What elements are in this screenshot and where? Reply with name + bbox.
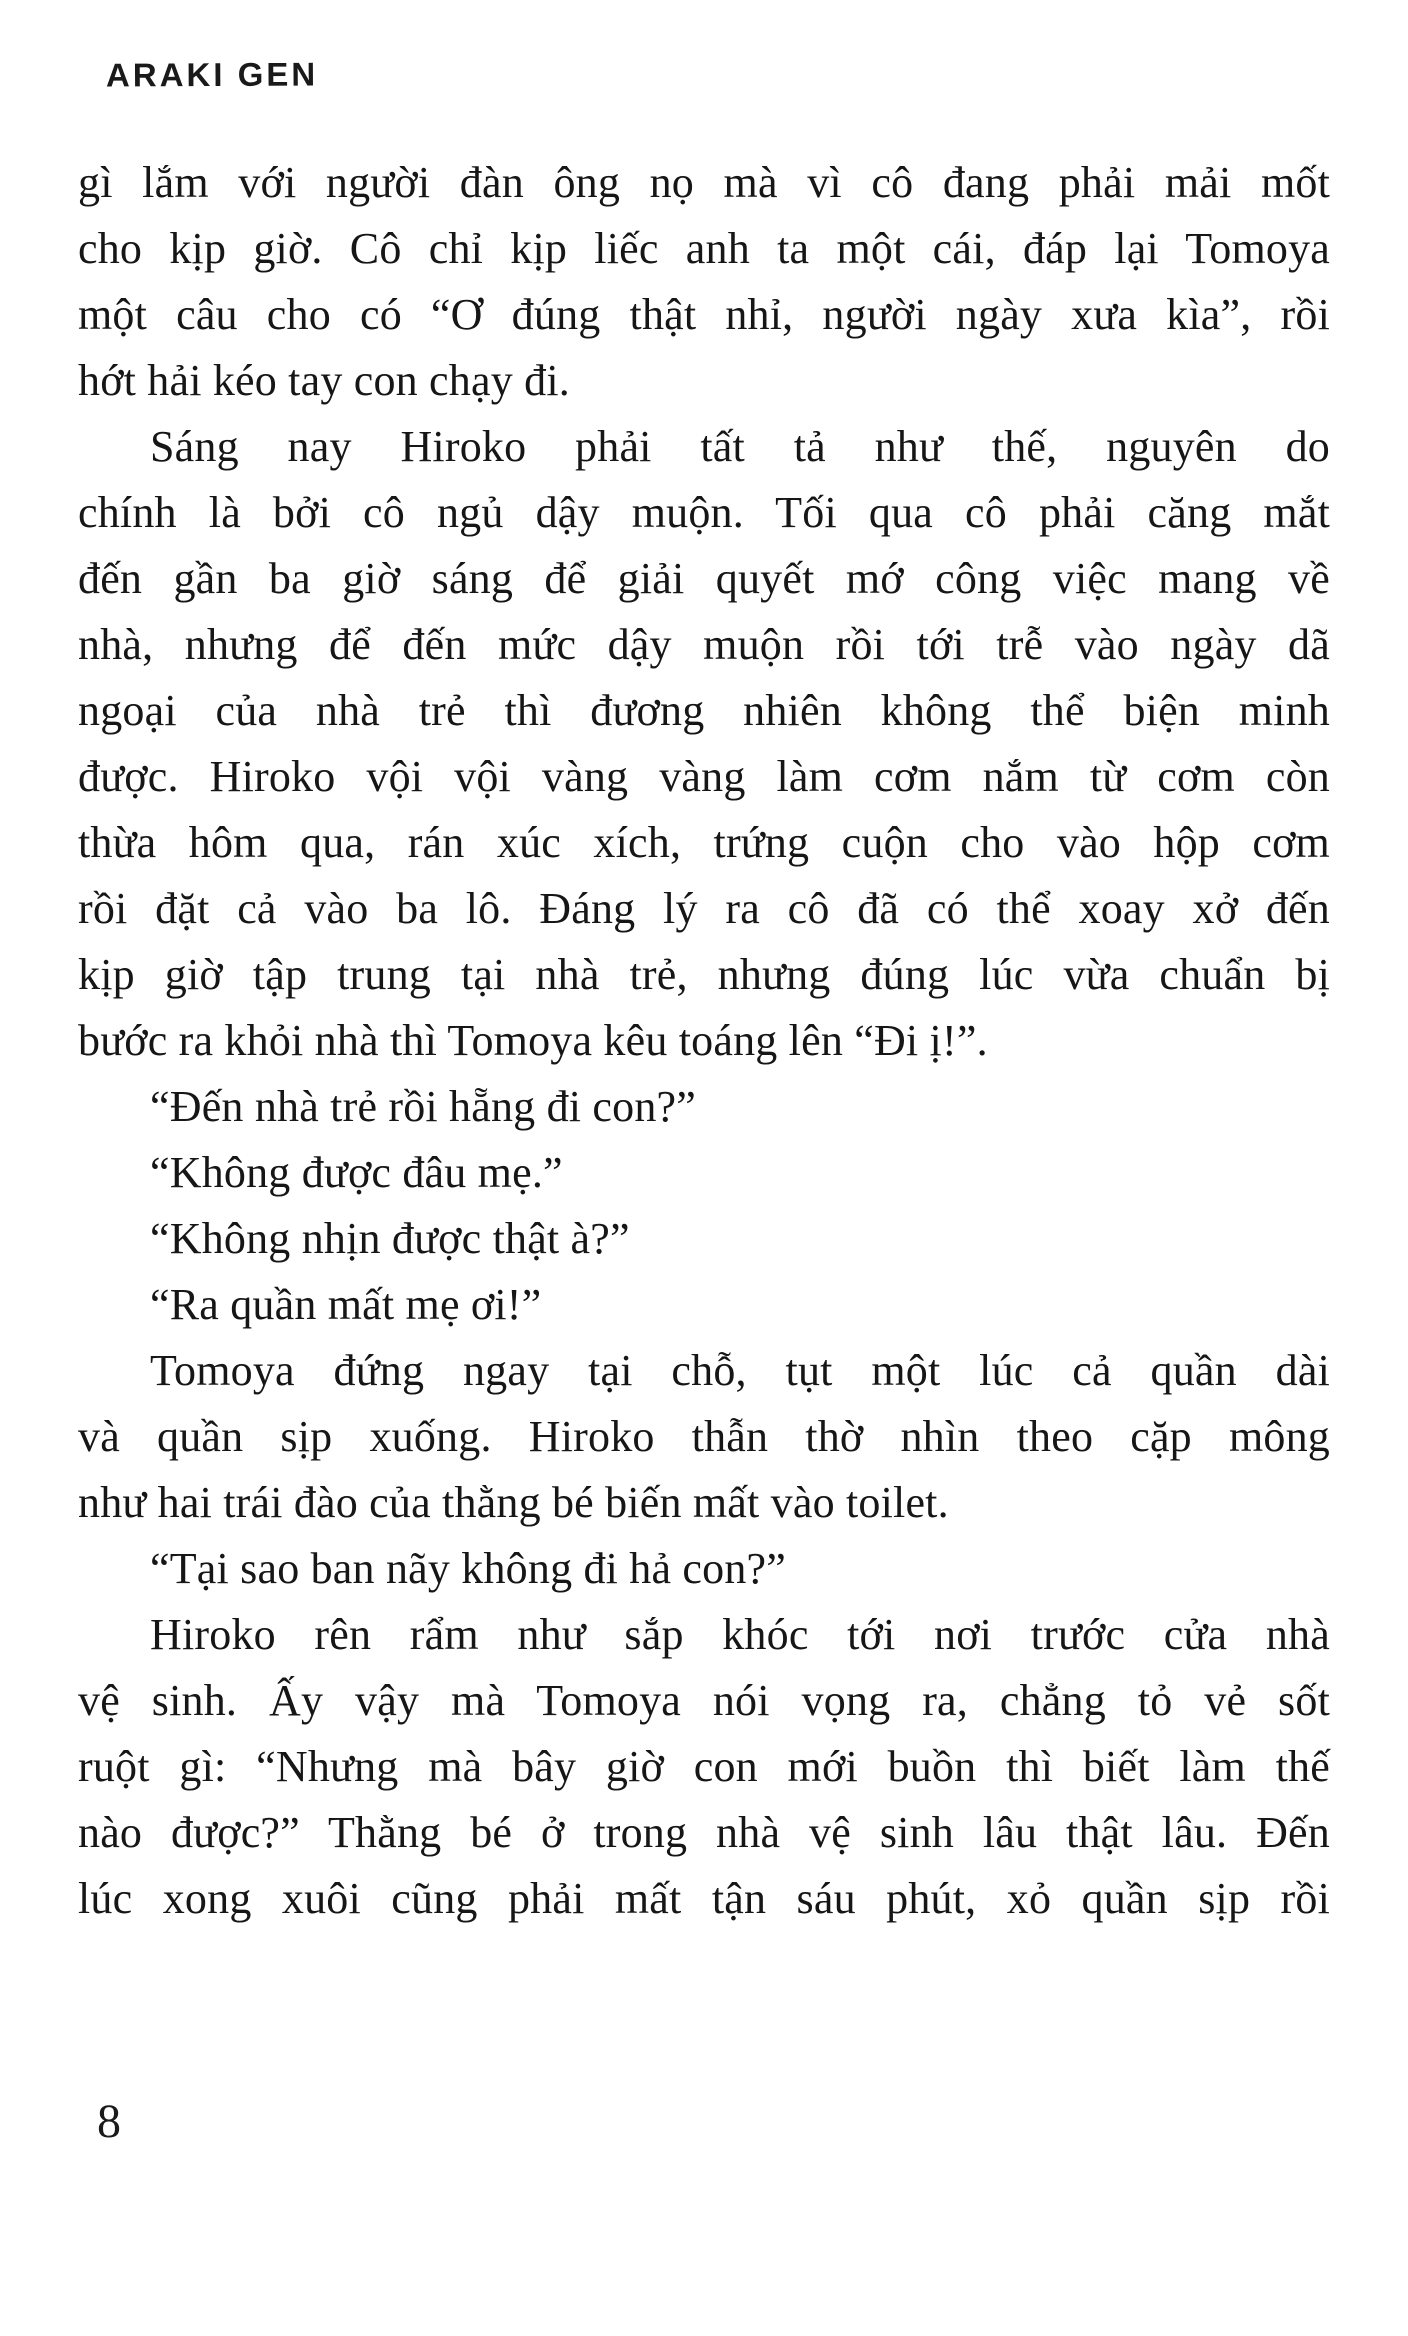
paragraph-line: ruột gì: “Nhưng mà bây giờ con mới buồn thì biết làm thế (78, 1742, 1330, 1791)
paragraph-line: hớt hải kéo tay con chạy đi. (78, 356, 570, 405)
paragraph-line: bước ra khỏi nhà thì Tomoya kêu toáng lên “Đi ị!”. (78, 1016, 988, 1065)
paragraph-line: một câu cho có “Ơ đúng thật nhỉ, người ngày xưa kìa”, rồi (78, 290, 1330, 339)
paragraph-line: rồi đặt cả vào ba lô. Đáng lý ra cô đã có thể xoay xở đến (78, 884, 1330, 933)
paragraph-line: Tomoya đứng ngay tại chỗ, tụt một lúc cả quần dài (150, 1346, 1330, 1395)
paragraph-line: ngoại của nhà trẻ thì đương nhiên không thể biện minh (78, 686, 1330, 735)
paragraph-line: và quần sịp xuống. Hiroko thẫn thờ nhìn theo cặp mông (78, 1412, 1330, 1461)
paragraph-line: Sáng nay Hiroko phải tất tả như thế, nguyên do (150, 422, 1330, 471)
paragraph-line: nào được?” Thằng bé ở trong nhà vệ sinh lâu thật lâu. Đến (78, 1808, 1330, 1857)
paragraph-line: lúc xong xuôi cũng phải mất tận sáu phút, xỏ quần sịp rồi (78, 1874, 1330, 1923)
dialogue-line: “Không được đâu mẹ.” (150, 1148, 563, 1197)
dialogue-line: “Ra quần mất mẹ ơi!” (150, 1280, 542, 1329)
paragraph-line: kịp giờ tập trung tại nhà trẻ, nhưng đúng lúc vừa chuẩn bị (78, 950, 1330, 999)
page-number: 8 (97, 2095, 121, 2148)
paragraph-line: thừa hôm qua, rán xúc xích, trứng cuộn cho vào hộp cơm (78, 818, 1330, 867)
paragraph-line: nhà, nhưng để đến mức dậy muộn rồi tới trễ vào ngày dã (78, 620, 1330, 669)
paragraph-line: vệ sinh. Ấy vậy mà Tomoya nói vọng ra, chẳng tỏ vẻ sốt (78, 1676, 1330, 1725)
paragraph-line: gì lắm với người đàn ông nọ mà vì cô đang phải mải mốt (78, 158, 1330, 207)
paragraph-line: cho kịp giờ. Cô chỉ kịp liếc anh ta một cái, đáp lại Tomoya (78, 224, 1330, 273)
paragraph-line: được. Hiroko vội vội vàng vàng làm cơm nắm từ cơm còn (78, 752, 1330, 801)
paragraph-line: đến gần ba giờ sáng để giải quyết mớ công việc mang về (78, 554, 1330, 603)
dialogue-line: “Đến nhà trẻ rồi hẵng đi con?” (150, 1082, 696, 1131)
text-block (78, 150, 1330, 1932)
paragraph-line: Hiroko rên rẩm như sắp khóc tới nơi trước cửa nhà (150, 1610, 1330, 1659)
running-header-author: ARAKI GEN (105, 55, 319, 94)
dialogue-line: “Tại sao ban nãy không đi hả con?” (150, 1544, 787, 1593)
paragraph-line: như hai trái đào của thằng bé biến mất vào toilet. (78, 1478, 949, 1527)
dialogue-line: “Không nhịn được thật à?” (150, 1214, 630, 1263)
paragraph-line: chính là bởi cô ngủ dậy muộn. Tối qua cô phải căng mắt (78, 488, 1330, 537)
